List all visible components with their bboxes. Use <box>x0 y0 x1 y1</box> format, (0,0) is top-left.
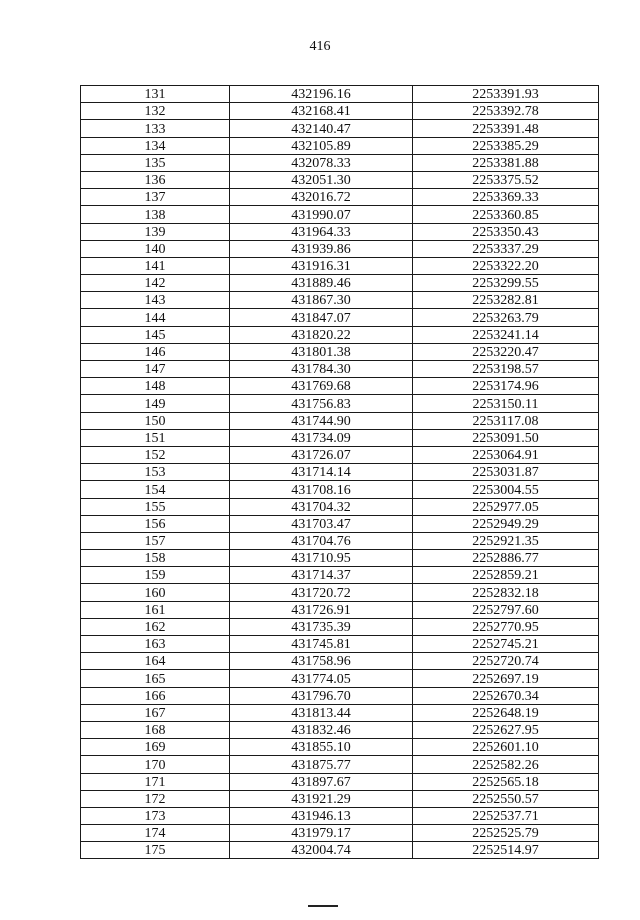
point-number-cell: 131 <box>81 86 230 103</box>
x-coordinate-cell: 431704.32 <box>230 498 413 515</box>
x-coordinate-cell: 431889.46 <box>230 275 413 292</box>
y-coordinate-cell: 2252770.95 <box>413 618 599 635</box>
point-number-cell: 173 <box>81 807 230 824</box>
table-row <box>81 154 599 171</box>
point-number-cell: 166 <box>81 687 230 704</box>
x-coordinate-cell: 431897.67 <box>230 773 413 790</box>
x-coordinate-cell: 432168.41 <box>230 103 413 120</box>
x-coordinate-cell: 431726.91 <box>230 601 413 618</box>
table-row <box>81 412 599 429</box>
point-number-cell: 132 <box>81 103 230 120</box>
x-coordinate-cell: 432105.89 <box>230 137 413 154</box>
x-coordinate-cell: 431769.68 <box>230 378 413 395</box>
x-coordinate-cell: 431720.72 <box>230 584 413 601</box>
y-coordinate-cell: 2253375.52 <box>413 171 599 188</box>
x-coordinate-cell: 431714.14 <box>230 464 413 481</box>
y-coordinate-cell: 2252797.60 <box>413 601 599 618</box>
y-coordinate-cell: 2253369.33 <box>413 189 599 206</box>
table-row <box>81 721 599 738</box>
table-row <box>81 361 599 378</box>
point-number-cell: 151 <box>81 429 230 446</box>
x-coordinate-cell: 431855.10 <box>230 739 413 756</box>
table-row <box>81 326 599 343</box>
table-row <box>81 464 599 481</box>
table-row <box>81 687 599 704</box>
y-coordinate-cell: 2253263.79 <box>413 309 599 326</box>
y-coordinate-cell: 2252582.26 <box>413 756 599 773</box>
coordinate-table-body <box>81 86 599 859</box>
y-coordinate-cell: 2253150.11 <box>413 395 599 412</box>
y-coordinate-cell: 2253392.78 <box>413 103 599 120</box>
point-number-cell: 156 <box>81 515 230 532</box>
point-number-cell: 169 <box>81 739 230 756</box>
x-coordinate-cell: 432004.74 <box>230 842 413 859</box>
y-coordinate-cell: 2253322.20 <box>413 257 599 274</box>
x-coordinate-cell: 431820.22 <box>230 326 413 343</box>
table-row <box>81 773 599 790</box>
y-coordinate-cell: 2253091.50 <box>413 429 599 446</box>
x-coordinate-cell: 431867.30 <box>230 292 413 309</box>
bottom-mark <box>308 905 338 907</box>
point-number-cell: 141 <box>81 257 230 274</box>
x-coordinate-cell: 431847.07 <box>230 309 413 326</box>
table-row <box>81 343 599 360</box>
point-number-cell: 146 <box>81 343 230 360</box>
x-coordinate-cell: 431964.33 <box>230 223 413 240</box>
y-coordinate-cell: 2253004.55 <box>413 481 599 498</box>
table-row <box>81 171 599 188</box>
point-number-cell: 161 <box>81 601 230 618</box>
x-coordinate-cell: 431813.44 <box>230 704 413 721</box>
point-number-cell: 160 <box>81 584 230 601</box>
point-number-cell: 174 <box>81 825 230 842</box>
point-number-cell: 147 <box>81 361 230 378</box>
x-coordinate-cell: 431758.96 <box>230 653 413 670</box>
table-row <box>81 481 599 498</box>
y-coordinate-cell: 2252670.34 <box>413 687 599 704</box>
table-row <box>81 240 599 257</box>
y-coordinate-cell: 2253385.29 <box>413 137 599 154</box>
y-coordinate-cell: 2253337.29 <box>413 240 599 257</box>
x-coordinate-cell: 431784.30 <box>230 361 413 378</box>
table-row <box>81 704 599 721</box>
table-row <box>81 584 599 601</box>
x-coordinate-cell: 431946.13 <box>230 807 413 824</box>
table-row <box>81 309 599 326</box>
x-coordinate-cell: 431832.46 <box>230 721 413 738</box>
y-coordinate-cell: 2253282.81 <box>413 292 599 309</box>
point-number-cell: 158 <box>81 550 230 567</box>
table-row <box>81 601 599 618</box>
x-coordinate-cell: 431726.07 <box>230 446 413 463</box>
x-coordinate-cell: 431703.47 <box>230 515 413 532</box>
page-number: 416 <box>309 39 331 54</box>
x-coordinate-cell: 431796.70 <box>230 687 413 704</box>
point-number-cell: 171 <box>81 773 230 790</box>
point-number-cell: 162 <box>81 618 230 635</box>
x-coordinate-cell: 431710.95 <box>230 550 413 567</box>
point-number-cell: 159 <box>81 567 230 584</box>
x-coordinate-cell: 431979.17 <box>230 825 413 842</box>
table-row <box>81 618 599 635</box>
y-coordinate-cell: 2253198.57 <box>413 361 599 378</box>
y-coordinate-cell: 2253360.85 <box>413 206 599 223</box>
table-row <box>81 498 599 515</box>
coordinate-table <box>80 85 599 859</box>
table-row <box>81 446 599 463</box>
y-coordinate-cell: 2253391.93 <box>413 86 599 103</box>
point-number-cell: 164 <box>81 653 230 670</box>
point-number-cell: 142 <box>81 275 230 292</box>
point-number-cell: 145 <box>81 326 230 343</box>
y-coordinate-cell: 2253350.43 <box>413 223 599 240</box>
table-row <box>81 807 599 824</box>
y-coordinate-cell: 2252514.97 <box>413 842 599 859</box>
table-row <box>81 515 599 532</box>
y-coordinate-cell: 2252720.74 <box>413 653 599 670</box>
x-coordinate-cell: 432051.30 <box>230 171 413 188</box>
table-row <box>81 653 599 670</box>
table-row <box>81 223 599 240</box>
y-coordinate-cell: 2252697.19 <box>413 670 599 687</box>
table-row <box>81 257 599 274</box>
point-number-cell: 157 <box>81 532 230 549</box>
x-coordinate-cell: 431801.38 <box>230 343 413 360</box>
y-coordinate-cell: 2252550.57 <box>413 790 599 807</box>
point-number-cell: 140 <box>81 240 230 257</box>
y-coordinate-cell: 2253031.87 <box>413 464 599 481</box>
y-coordinate-cell: 2252949.29 <box>413 515 599 532</box>
point-number-cell: 139 <box>81 223 230 240</box>
point-number-cell: 137 <box>81 189 230 206</box>
y-coordinate-cell: 2253064.91 <box>413 446 599 463</box>
x-coordinate-cell: 431735.39 <box>230 618 413 635</box>
y-coordinate-cell: 2253391.48 <box>413 120 599 137</box>
point-number-cell: 149 <box>81 395 230 412</box>
x-coordinate-cell: 431990.07 <box>230 206 413 223</box>
point-number-cell: 150 <box>81 412 230 429</box>
table-row <box>81 756 599 773</box>
table-row <box>81 275 599 292</box>
point-number-cell: 167 <box>81 704 230 721</box>
point-number-cell: 163 <box>81 636 230 653</box>
y-coordinate-cell: 2253174.96 <box>413 378 599 395</box>
point-number-cell: 133 <box>81 120 230 137</box>
y-coordinate-cell: 2252627.95 <box>413 721 599 738</box>
table-row <box>81 790 599 807</box>
table-row <box>81 532 599 549</box>
point-number-cell: 154 <box>81 481 230 498</box>
y-coordinate-cell: 2252537.71 <box>413 807 599 824</box>
x-coordinate-cell: 432016.72 <box>230 189 413 206</box>
point-number-cell: 134 <box>81 137 230 154</box>
y-coordinate-cell: 2253117.08 <box>413 412 599 429</box>
y-coordinate-cell: 2252648.19 <box>413 704 599 721</box>
point-number-cell: 165 <box>81 670 230 687</box>
table-row <box>81 292 599 309</box>
table-row <box>81 137 599 154</box>
x-coordinate-cell: 431708.16 <box>230 481 413 498</box>
y-coordinate-cell: 2252859.21 <box>413 567 599 584</box>
y-coordinate-cell: 2252745.21 <box>413 636 599 653</box>
table-row <box>81 842 599 859</box>
x-coordinate-cell: 431745.81 <box>230 636 413 653</box>
y-coordinate-cell: 2252977.05 <box>413 498 599 515</box>
x-coordinate-cell: 431921.29 <box>230 790 413 807</box>
y-coordinate-cell: 2252601.10 <box>413 739 599 756</box>
point-number-cell: 172 <box>81 790 230 807</box>
y-coordinate-cell: 2253381.88 <box>413 154 599 171</box>
x-coordinate-cell: 431714.37 <box>230 567 413 584</box>
point-number-cell: 152 <box>81 446 230 463</box>
table-row <box>81 189 599 206</box>
point-number-cell: 135 <box>81 154 230 171</box>
y-coordinate-cell: 2253220.47 <box>413 343 599 360</box>
point-number-cell: 148 <box>81 378 230 395</box>
y-coordinate-cell: 2252886.77 <box>413 550 599 567</box>
point-number-cell: 153 <box>81 464 230 481</box>
table-row <box>81 636 599 653</box>
y-coordinate-cell: 2253299.55 <box>413 275 599 292</box>
point-number-cell: 143 <box>81 292 230 309</box>
y-coordinate-cell: 2253241.14 <box>413 326 599 343</box>
table-row <box>81 86 599 103</box>
point-number-cell: 170 <box>81 756 230 773</box>
x-coordinate-cell: 431744.90 <box>230 412 413 429</box>
x-coordinate-cell: 431774.05 <box>230 670 413 687</box>
y-coordinate-cell: 2252921.35 <box>413 532 599 549</box>
y-coordinate-cell: 2252565.18 <box>413 773 599 790</box>
point-number-cell: 136 <box>81 171 230 188</box>
x-coordinate-cell: 431734.09 <box>230 429 413 446</box>
y-coordinate-cell: 2252832.18 <box>413 584 599 601</box>
point-number-cell: 138 <box>81 206 230 223</box>
table-row <box>81 567 599 584</box>
point-number-cell: 155 <box>81 498 230 515</box>
table-row <box>81 103 599 120</box>
y-coordinate-cell: 2252525.79 <box>413 825 599 842</box>
table-row <box>81 670 599 687</box>
x-coordinate-cell: 432196.16 <box>230 86 413 103</box>
table-row <box>81 395 599 412</box>
x-coordinate-cell: 431756.83 <box>230 395 413 412</box>
table-row <box>81 825 599 842</box>
table-row <box>81 378 599 395</box>
table-row <box>81 120 599 137</box>
table-row <box>81 739 599 756</box>
table-row <box>81 429 599 446</box>
point-number-cell: 144 <box>81 309 230 326</box>
x-coordinate-cell: 432078.33 <box>230 154 413 171</box>
point-number-cell: 168 <box>81 721 230 738</box>
x-coordinate-cell: 431704.76 <box>230 532 413 549</box>
table-row <box>81 550 599 567</box>
point-number-cell: 175 <box>81 842 230 859</box>
x-coordinate-cell: 431939.86 <box>230 240 413 257</box>
x-coordinate-cell: 431875.77 <box>230 756 413 773</box>
table-row <box>81 206 599 223</box>
x-coordinate-cell: 431916.31 <box>230 257 413 274</box>
x-coordinate-cell: 432140.47 <box>230 120 413 137</box>
